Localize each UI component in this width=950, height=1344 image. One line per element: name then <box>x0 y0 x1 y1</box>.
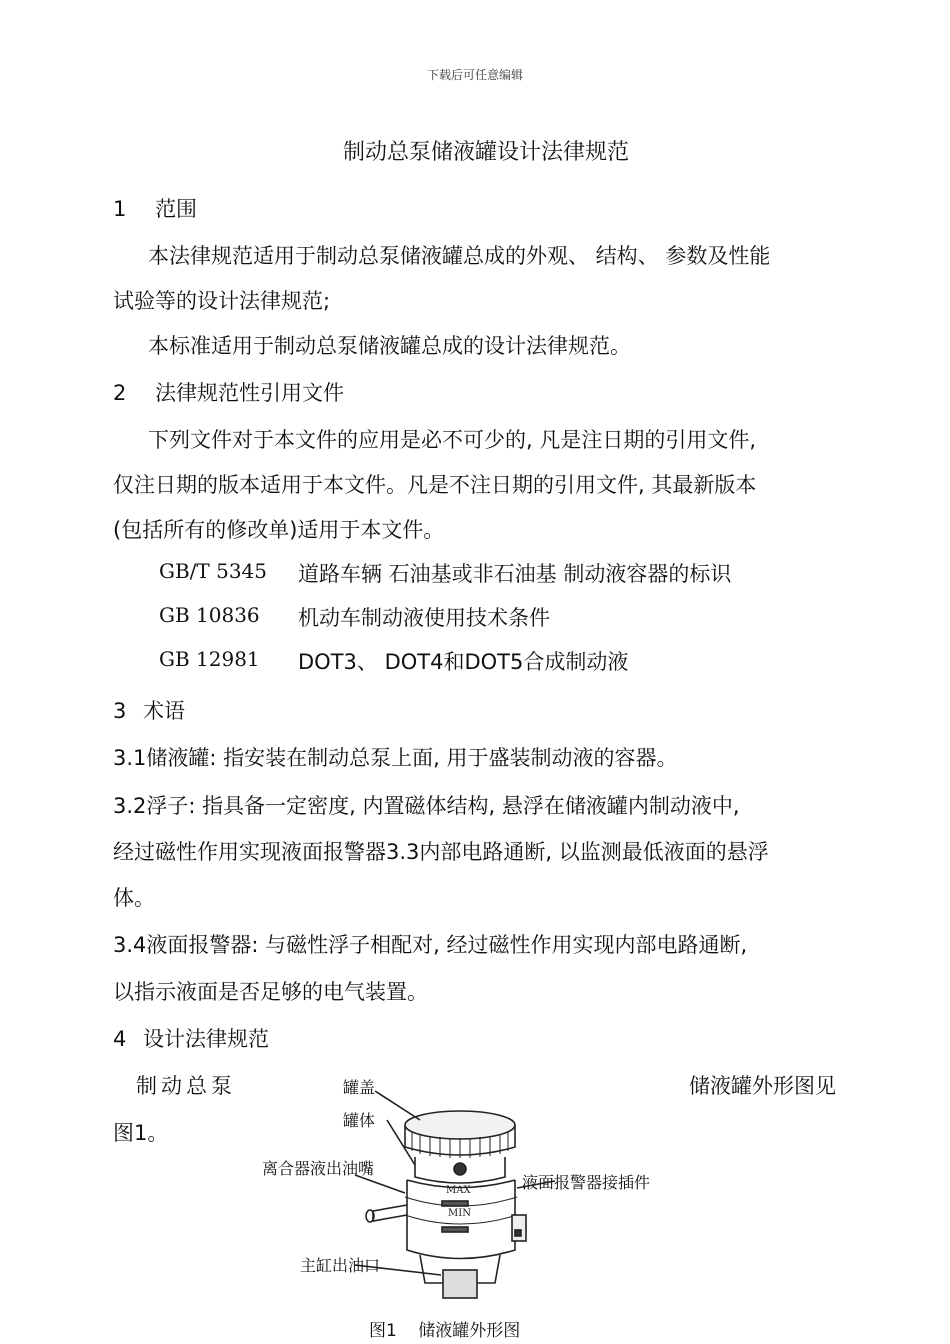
section-number: 1 <box>113 197 127 221</box>
term-definition: 3.2浮子: 指具备一定密度, 内置磁体结构, 悬浮在储液罐内制动液中, <box>113 794 740 818</box>
paragraph-line: 下列文件对于本文件的应用是必不可少的, 凡是注日期的引用文件, <box>148 428 757 452</box>
page-header: 下载后可任意编辑 <box>426 68 523 82</box>
section-4-heading <box>113 1023 269 1053</box>
term-definition: 3.4液面报警器: 与磁性浮子相配对, 经过磁性作用实现内部电路通断, <box>113 933 748 957</box>
max-mark: MAX <box>446 1185 471 1196</box>
paragraph-line: 试验等的设计法律规范; <box>113 289 331 313</box>
reference-title: 机动车制动液使用技术条件 <box>298 606 550 630</box>
section-title: 范围 <box>155 197 198 221</box>
document-title: 制动总泵储液罐设计法律规范 <box>342 140 629 165</box>
section-1-heading <box>113 193 197 223</box>
section-number: 3 <box>113 699 127 723</box>
term-definition: 体。 <box>113 886 155 910</box>
section-title: 设计法律规范 <box>143 1027 270 1051</box>
label-level-sensor: 液面报警器接插件 <box>522 1173 651 1192</box>
paragraph-line: 储液罐外形图见 <box>689 1074 836 1098</box>
paragraph-line: 本法律规范适用于制动总泵储液罐总成的外观、 结构、 参数及性能 <box>148 244 771 268</box>
figure-number: 图1 <box>369 1321 397 1341</box>
term-definition: 经过磁性作用实现液面报警器3.3内部电路通断, 以监测最低液面的悬浮 <box>113 840 769 864</box>
reference-title: 道路车辆 石油基或非石油基 制动液容器的标识 <box>298 562 732 586</box>
term-definition: 3.1储液罐: 指安装在制动总泵上面, 用于盛装制动液的容器。 <box>113 746 678 770</box>
section-title: 法律规范性引用文件 <box>155 381 345 405</box>
section-2-heading <box>113 377 344 407</box>
section-title: 术语 <box>143 699 186 723</box>
section-number: 2 <box>113 381 127 405</box>
section-3-heading <box>113 695 185 725</box>
label-body: 罐体 <box>343 1111 376 1130</box>
paragraph-line: (包括所有的修改单)适用于本文件。 <box>113 518 445 542</box>
section-number: 4 <box>113 1027 127 1051</box>
term-definition: 以指示液面是否足够的电气装置。 <box>113 980 428 1004</box>
label-cap: 罐盖 <box>343 1078 376 1097</box>
min-mark: MIN <box>448 1208 471 1219</box>
label-main-outlet: 主缸出油口 <box>300 1256 381 1275</box>
reference-code: GB/T 5345 <box>159 559 268 583</box>
reference-code: GB 12981 <box>159 647 260 671</box>
figure-caption <box>369 1316 520 1341</box>
reference-title: DOT3、 DOT4和DOT5合成制动液 <box>298 650 629 674</box>
paragraph-line: 本标准适用于制动总泵储液罐总成的设计法律规范。 <box>148 334 631 358</box>
label-clutch-outlet: 离合器液出油嘴 <box>262 1159 375 1178</box>
reference-code: GB 10836 <box>159 603 260 627</box>
paragraph-line: 图1。 <box>113 1121 169 1145</box>
paragraph-line: 制动总泵 <box>136 1074 236 1098</box>
figure-title: 储液罐外形图 <box>418 1321 521 1341</box>
paragraph-line: 仅注日期的版本适用于本文件。凡是不注日期的引用文件, 其最新版本 <box>113 473 757 497</box>
